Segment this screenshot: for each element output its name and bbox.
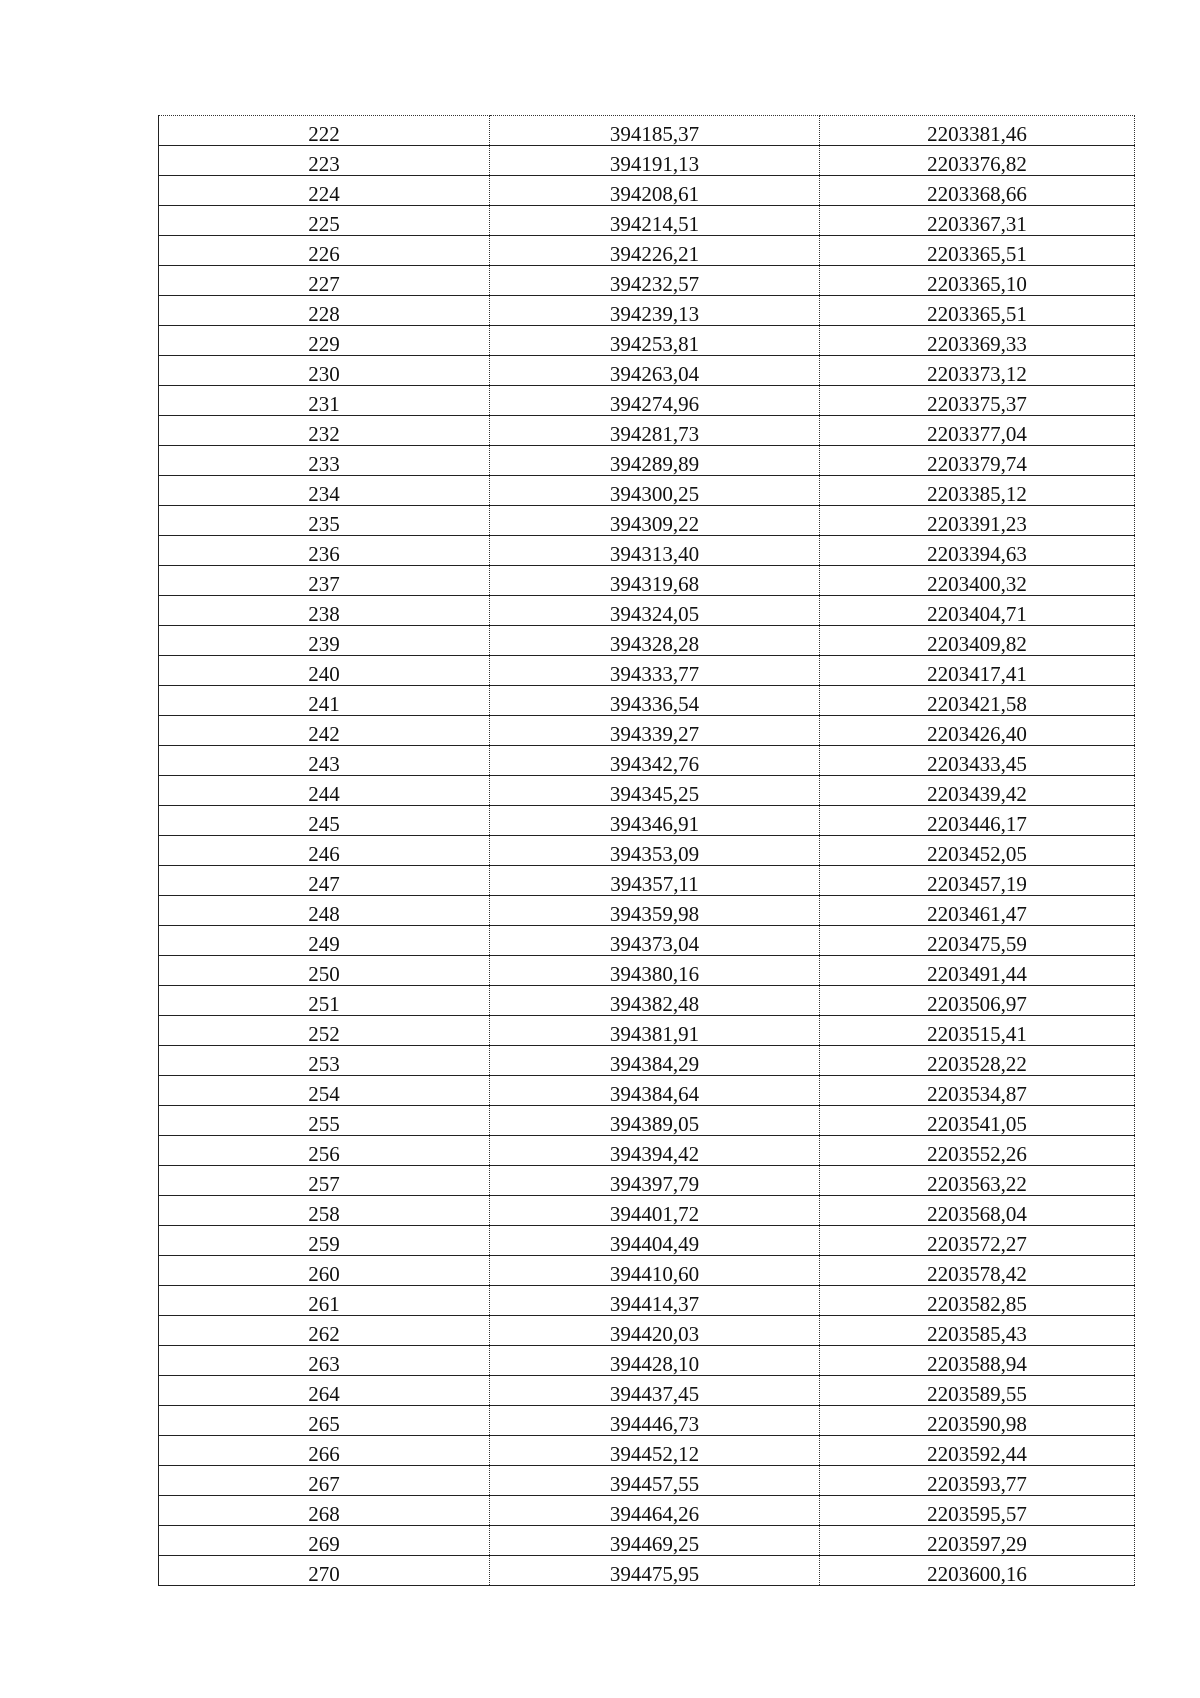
y-coordinate-cell: 2203400,32 <box>820 566 1135 596</box>
table-row <box>159 1286 1135 1316</box>
point-number-cell: 239 <box>159 626 490 656</box>
table-row <box>159 1466 1135 1496</box>
y-coordinate-cell: 2203597,29 <box>820 1526 1135 1556</box>
y-coordinate-cell: 2203391,23 <box>820 506 1135 536</box>
table-row <box>159 446 1135 476</box>
x-coordinate-cell: 394274,96 <box>490 386 820 416</box>
y-coordinate-cell: 2203452,05 <box>820 836 1135 866</box>
point-number-cell: 238 <box>159 596 490 626</box>
y-coordinate-cell: 2203417,41 <box>820 656 1135 686</box>
y-coordinate-cell: 2203369,33 <box>820 326 1135 356</box>
point-number-cell: 252 <box>159 1016 490 1046</box>
table-row <box>159 1196 1135 1226</box>
table-row <box>159 1436 1135 1466</box>
point-number-cell: 222 <box>159 116 490 146</box>
point-number-cell: 262 <box>159 1316 490 1346</box>
x-coordinate-cell: 394410,60 <box>490 1256 820 1286</box>
table-row <box>159 1556 1135 1586</box>
table-row <box>159 1016 1135 1046</box>
table-row <box>159 1106 1135 1136</box>
y-coordinate-cell: 2203593,77 <box>820 1466 1135 1496</box>
point-number-cell: 235 <box>159 506 490 536</box>
y-coordinate-cell: 2203475,59 <box>820 926 1135 956</box>
y-coordinate-cell: 2203588,94 <box>820 1346 1135 1376</box>
y-coordinate-cell: 2203582,85 <box>820 1286 1135 1316</box>
table-row <box>159 1226 1135 1256</box>
table-row <box>159 566 1135 596</box>
table-row <box>159 386 1135 416</box>
y-coordinate-cell: 2203541,05 <box>820 1106 1135 1136</box>
point-number-cell: 249 <box>159 926 490 956</box>
x-coordinate-cell: 394373,04 <box>490 926 820 956</box>
point-number-cell: 257 <box>159 1166 490 1196</box>
table-row <box>159 836 1135 866</box>
table-row <box>159 776 1135 806</box>
x-coordinate-cell: 394437,45 <box>490 1376 820 1406</box>
table-row <box>159 1046 1135 1076</box>
point-number-cell: 248 <box>159 896 490 926</box>
point-number-cell: 253 <box>159 1046 490 1076</box>
y-coordinate-cell: 2203365,10 <box>820 266 1135 296</box>
y-coordinate-cell: 2203590,98 <box>820 1406 1135 1436</box>
y-coordinate-cell: 2203595,57 <box>820 1496 1135 1526</box>
point-number-cell: 230 <box>159 356 490 386</box>
table-row <box>159 806 1135 836</box>
y-coordinate-cell: 2203367,31 <box>820 206 1135 236</box>
x-coordinate-cell: 394404,49 <box>490 1226 820 1256</box>
point-number-cell: 268 <box>159 1496 490 1526</box>
point-number-cell: 240 <box>159 656 490 686</box>
table-row <box>159 356 1135 386</box>
y-coordinate-cell: 2203600,16 <box>820 1556 1135 1586</box>
x-coordinate-cell: 394414,37 <box>490 1286 820 1316</box>
y-coordinate-cell: 2203426,40 <box>820 716 1135 746</box>
y-coordinate-cell: 2203585,43 <box>820 1316 1135 1346</box>
y-coordinate-cell: 2203365,51 <box>820 296 1135 326</box>
point-number-cell: 267 <box>159 1466 490 1496</box>
table-row <box>159 476 1135 506</box>
y-coordinate-cell: 2203394,63 <box>820 536 1135 566</box>
point-number-cell: 251 <box>159 986 490 1016</box>
coordinates-table <box>158 115 1135 1586</box>
y-coordinate-cell: 2203409,82 <box>820 626 1135 656</box>
table-row <box>159 116 1135 146</box>
table-row <box>159 296 1135 326</box>
y-coordinate-cell: 2203433,45 <box>820 746 1135 776</box>
x-coordinate-cell: 394389,05 <box>490 1106 820 1136</box>
x-coordinate-cell: 394339,27 <box>490 716 820 746</box>
point-number-cell: 229 <box>159 326 490 356</box>
x-coordinate-cell: 394384,29 <box>490 1046 820 1076</box>
point-number-cell: 227 <box>159 266 490 296</box>
point-number-cell: 254 <box>159 1076 490 1106</box>
point-number-cell: 223 <box>159 146 490 176</box>
point-number-cell: 256 <box>159 1136 490 1166</box>
x-coordinate-cell: 394300,25 <box>490 476 820 506</box>
table-row <box>159 236 1135 266</box>
y-coordinate-cell: 2203439,42 <box>820 776 1135 806</box>
table-row <box>159 1376 1135 1406</box>
table-row <box>159 1256 1135 1286</box>
y-coordinate-cell: 2203375,37 <box>820 386 1135 416</box>
x-coordinate-cell: 394333,77 <box>490 656 820 686</box>
x-coordinate-cell: 394239,13 <box>490 296 820 326</box>
y-coordinate-cell: 2203589,55 <box>820 1376 1135 1406</box>
y-coordinate-cell: 2203368,66 <box>820 176 1135 206</box>
x-coordinate-cell: 394345,25 <box>490 776 820 806</box>
table-row <box>159 326 1135 356</box>
x-coordinate-cell: 394313,40 <box>490 536 820 566</box>
x-coordinate-cell: 394289,89 <box>490 446 820 476</box>
table-row <box>159 926 1135 956</box>
x-coordinate-cell: 394253,81 <box>490 326 820 356</box>
coordinates-table-body <box>159 116 1135 1586</box>
x-coordinate-cell: 394232,57 <box>490 266 820 296</box>
point-number-cell: 228 <box>159 296 490 326</box>
point-number-cell: 237 <box>159 566 490 596</box>
table-row <box>159 626 1135 656</box>
x-coordinate-cell: 394428,10 <box>490 1346 820 1376</box>
x-coordinate-cell: 394475,95 <box>490 1556 820 1586</box>
point-number-cell: 247 <box>159 866 490 896</box>
x-coordinate-cell: 394346,91 <box>490 806 820 836</box>
y-coordinate-cell: 2203377,04 <box>820 416 1135 446</box>
table-row <box>159 986 1135 1016</box>
x-coordinate-cell: 394401,72 <box>490 1196 820 1226</box>
point-number-cell: 243 <box>159 746 490 776</box>
table-row <box>159 416 1135 446</box>
point-number-cell: 236 <box>159 536 490 566</box>
point-number-cell: 264 <box>159 1376 490 1406</box>
y-coordinate-cell: 2203578,42 <box>820 1256 1135 1286</box>
y-coordinate-cell: 2203381,46 <box>820 116 1135 146</box>
x-coordinate-cell: 394185,37 <box>490 116 820 146</box>
point-number-cell: 246 <box>159 836 490 866</box>
y-coordinate-cell: 2203457,19 <box>820 866 1135 896</box>
x-coordinate-cell: 394226,21 <box>490 236 820 266</box>
y-coordinate-cell: 2203506,97 <box>820 986 1135 1016</box>
table-row <box>159 866 1135 896</box>
point-number-cell: 269 <box>159 1526 490 1556</box>
y-coordinate-cell: 2203568,04 <box>820 1196 1135 1226</box>
y-coordinate-cell: 2203572,27 <box>820 1226 1135 1256</box>
y-coordinate-cell: 2203421,58 <box>820 686 1135 716</box>
point-number-cell: 241 <box>159 686 490 716</box>
x-coordinate-cell: 394342,76 <box>490 746 820 776</box>
x-coordinate-cell: 394464,26 <box>490 1496 820 1526</box>
x-coordinate-cell: 394208,61 <box>490 176 820 206</box>
point-number-cell: 259 <box>159 1226 490 1256</box>
point-number-cell: 265 <box>159 1406 490 1436</box>
x-coordinate-cell: 394336,54 <box>490 686 820 716</box>
y-coordinate-cell: 2203528,22 <box>820 1046 1135 1076</box>
table-row <box>159 746 1135 776</box>
point-number-cell: 255 <box>159 1106 490 1136</box>
x-coordinate-cell: 394382,48 <box>490 986 820 1016</box>
point-number-cell: 260 <box>159 1256 490 1286</box>
y-coordinate-cell: 2203563,22 <box>820 1166 1135 1196</box>
y-coordinate-cell: 2203446,17 <box>820 806 1135 836</box>
x-coordinate-cell: 394309,22 <box>490 506 820 536</box>
x-coordinate-cell: 394394,42 <box>490 1136 820 1166</box>
y-coordinate-cell: 2203376,82 <box>820 146 1135 176</box>
table-row <box>159 1316 1135 1346</box>
table-row <box>159 146 1135 176</box>
table-row <box>159 506 1135 536</box>
y-coordinate-cell: 2203461,47 <box>820 896 1135 926</box>
x-coordinate-cell: 394319,68 <box>490 566 820 596</box>
y-coordinate-cell: 2203592,44 <box>820 1436 1135 1466</box>
x-coordinate-cell: 394353,09 <box>490 836 820 866</box>
x-coordinate-cell: 394381,91 <box>490 1016 820 1046</box>
table-row <box>159 1526 1135 1556</box>
point-number-cell: 234 <box>159 476 490 506</box>
point-number-cell: 232 <box>159 416 490 446</box>
y-coordinate-cell: 2203552,26 <box>820 1136 1135 1166</box>
x-coordinate-cell: 394324,05 <box>490 596 820 626</box>
table-row <box>159 896 1135 926</box>
point-number-cell: 261 <box>159 1286 490 1316</box>
x-coordinate-cell: 394380,16 <box>490 956 820 986</box>
table-row <box>159 956 1135 986</box>
table-row <box>159 266 1135 296</box>
x-coordinate-cell: 394420,03 <box>490 1316 820 1346</box>
point-number-cell: 270 <box>159 1556 490 1586</box>
y-coordinate-cell: 2203515,41 <box>820 1016 1135 1046</box>
x-coordinate-cell: 394457,55 <box>490 1466 820 1496</box>
y-coordinate-cell: 2203534,87 <box>820 1076 1135 1106</box>
table-row <box>159 1496 1135 1526</box>
table-row <box>159 596 1135 626</box>
point-number-cell: 242 <box>159 716 490 746</box>
point-number-cell: 224 <box>159 176 490 206</box>
table-row <box>159 1406 1135 1436</box>
point-number-cell: 266 <box>159 1436 490 1466</box>
point-number-cell: 244 <box>159 776 490 806</box>
x-coordinate-cell: 394384,64 <box>490 1076 820 1106</box>
y-coordinate-cell: 2203365,51 <box>820 236 1135 266</box>
x-coordinate-cell: 394452,12 <box>490 1436 820 1466</box>
x-coordinate-cell: 394397,79 <box>490 1166 820 1196</box>
y-coordinate-cell: 2203404,71 <box>820 596 1135 626</box>
table-row <box>159 1076 1135 1106</box>
table-row <box>159 1166 1135 1196</box>
table-row <box>159 206 1135 236</box>
point-number-cell: 263 <box>159 1346 490 1376</box>
table-row <box>159 1346 1135 1376</box>
point-number-cell: 225 <box>159 206 490 236</box>
x-coordinate-cell: 394281,73 <box>490 416 820 446</box>
point-number-cell: 233 <box>159 446 490 476</box>
table-row <box>159 716 1135 746</box>
y-coordinate-cell: 2203373,12 <box>820 356 1135 386</box>
x-coordinate-cell: 394357,11 <box>490 866 820 896</box>
x-coordinate-cell: 394469,25 <box>490 1526 820 1556</box>
point-number-cell: 226 <box>159 236 490 266</box>
point-number-cell: 258 <box>159 1196 490 1226</box>
point-number-cell: 250 <box>159 956 490 986</box>
x-coordinate-cell: 394446,73 <box>490 1406 820 1436</box>
x-coordinate-cell: 394191,13 <box>490 146 820 176</box>
table-row <box>159 176 1135 206</box>
x-coordinate-cell: 394263,04 <box>490 356 820 386</box>
y-coordinate-cell: 2203385,12 <box>820 476 1135 506</box>
x-coordinate-cell: 394359,98 <box>490 896 820 926</box>
y-coordinate-cell: 2203491,44 <box>820 956 1135 986</box>
table-row <box>159 656 1135 686</box>
point-number-cell: 245 <box>159 806 490 836</box>
table-row <box>159 1136 1135 1166</box>
x-coordinate-cell: 394328,28 <box>490 626 820 656</box>
table-row <box>159 686 1135 716</box>
y-coordinate-cell: 2203379,74 <box>820 446 1135 476</box>
table-row <box>159 536 1135 566</box>
x-coordinate-cell: 394214,51 <box>490 206 820 236</box>
point-number-cell: 231 <box>159 386 490 416</box>
